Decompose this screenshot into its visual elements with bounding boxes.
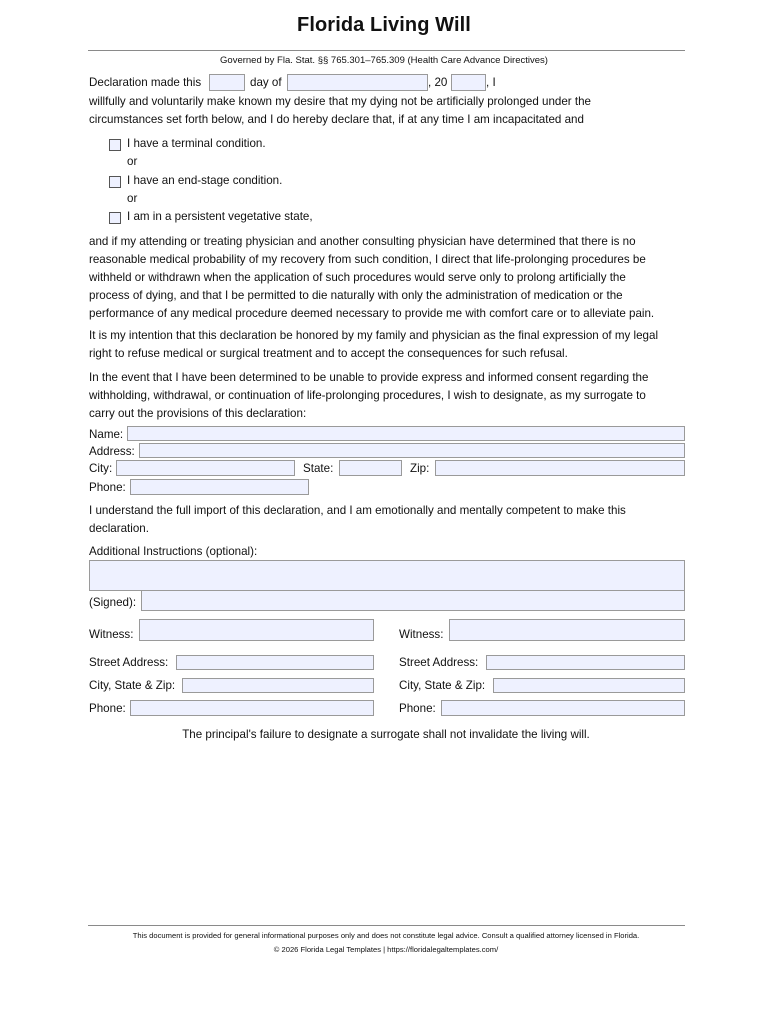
witness2-phone-label: Phone: [399, 702, 436, 715]
vegetative-state-checkbox[interactable] [109, 212, 121, 224]
surrogate-notice: The principal's failure to designate a surrogate shall not invalidate the living will. [182, 728, 590, 741]
surrogate-name-label: Name: [89, 428, 124, 441]
witness1-city-field[interactable] [182, 678, 374, 693]
declarant-i-label: , I [486, 76, 496, 89]
surrogate-zip-label: Zip: [410, 462, 430, 475]
additional-instructions-label: Additional Instructions (optional): [89, 545, 258, 558]
witness2-phone-field[interactable] [441, 700, 685, 716]
terminal-condition-label: I have a terminal condition. [127, 137, 266, 150]
page-title: Florida Living Will [297, 14, 471, 36]
surrogate-phone-field[interactable] [130, 479, 309, 495]
end-stage-condition-checkbox[interactable] [109, 176, 121, 188]
para3-line-2: withholding, withdrawal, or continuation of life-prolonging procedures, I wish to designate, as my surrogate to [89, 389, 646, 402]
day-of-label: day of [250, 76, 282, 89]
day-field[interactable] [209, 74, 245, 91]
witness2-field[interactable] [449, 619, 685, 641]
year-prefix-label: , 20 [428, 76, 448, 89]
para1-line-2: reasonable medical probability of my recovery from such condition, I direct that life-prolonging procedures be [89, 253, 646, 266]
footer-disclaimer: This document is provided for general informational purposes only and does not constitute legal advice. Consult a qualified attorney licensed in Florida. [132, 931, 640, 940]
additional-instructions-field[interactable] [89, 560, 685, 591]
para4-line-1: I understand the full import of this declaration, and I am emotionally and mentally competent to make this [89, 504, 626, 517]
para1-line-1: and if my attending or treating physician and another consulting physician have determined that there is no [89, 235, 636, 248]
para1-line-4: process of dying, and that I be permitted to die naturally with only the administration of medication or the [89, 289, 623, 302]
header-divider [88, 50, 685, 51]
witness1-city-label: City, State & Zip: [89, 679, 176, 692]
declaration-made-label: Declaration made this [89, 76, 202, 89]
footer-divider [88, 925, 685, 926]
witness1-phone-field[interactable] [130, 700, 374, 716]
or-label-1: or [127, 155, 138, 168]
statute-subtitle: Governed by Fla. Stat. §§ 765.301–765.309 (Health Care Advance Directives) [220, 55, 548, 66]
para2-line-1: It is my intention that this declaration be honored by my family and physician as the final expression of my legal [89, 329, 659, 342]
witness1-street-label: Street Address: [89, 656, 169, 669]
para4-line-2: declaration. [89, 522, 149, 535]
witness1-field[interactable] [139, 619, 374, 641]
surrogate-city-label: City: [89, 462, 113, 475]
intro-line-1: willfully and voluntarily make known my desire that my dying not be artificially prolonged under the [89, 95, 592, 108]
month-field[interactable] [287, 74, 428, 91]
surrogate-state-label: State: [303, 462, 334, 475]
vegetative-state-label: I am in a persistent vegetative state, [127, 210, 313, 223]
para2-line-2: right to refuse medical or surgical treatment and to accept the consequences for such refusal. [89, 347, 568, 360]
or-label-2: or [127, 192, 138, 205]
witness1-phone-label: Phone: [89, 702, 126, 715]
surrogate-city-field[interactable] [116, 460, 295, 476]
signature-field[interactable] [141, 590, 685, 611]
witness2-street-field[interactable] [486, 655, 685, 670]
surrogate-address-label: Address: [89, 445, 135, 458]
signed-label: (Signed): [89, 596, 137, 609]
surrogate-state-field[interactable] [339, 460, 402, 476]
terminal-condition-checkbox[interactable] [109, 139, 121, 151]
end-stage-condition-label: I have an end-stage condition. [127, 174, 283, 187]
witness2-label: Witness: [399, 628, 444, 641]
witness2-city-field[interactable] [493, 678, 685, 693]
para3-line-3: carry out the provisions of this declaration: [89, 407, 307, 420]
surrogate-zip-field[interactable] [435, 460, 685, 476]
witness1-label: Witness: [89, 628, 134, 641]
year-field[interactable] [451, 74, 486, 91]
witness2-street-label: Street Address: [399, 656, 479, 669]
surrogate-name-field[interactable] [127, 426, 685, 441]
witness1-street-field[interactable] [176, 655, 374, 670]
surrogate-address-field[interactable] [139, 443, 685, 458]
footer-copyright: © 2026 Florida Legal Templates | https://floridalegaltemplates.com/ [273, 945, 499, 954]
intro-line-2: circumstances set forth below, and I do hereby declare that, if at any time I am incapacitated and [89, 113, 584, 126]
para1-line-5: performance of any medical procedure deemed necessary to provide me with comfort care or to alleviate pain. [89, 307, 655, 320]
para1-line-3: withheld or withdrawn when the application of such procedures would serve only to prolong artificially the [89, 271, 626, 284]
witness2-city-label: City, State & Zip: [399, 679, 486, 692]
surrogate-phone-label: Phone: [89, 481, 126, 494]
para3-line-1: In the event that I have been determined to be unable to provide express and informed consent regarding the [89, 371, 649, 384]
